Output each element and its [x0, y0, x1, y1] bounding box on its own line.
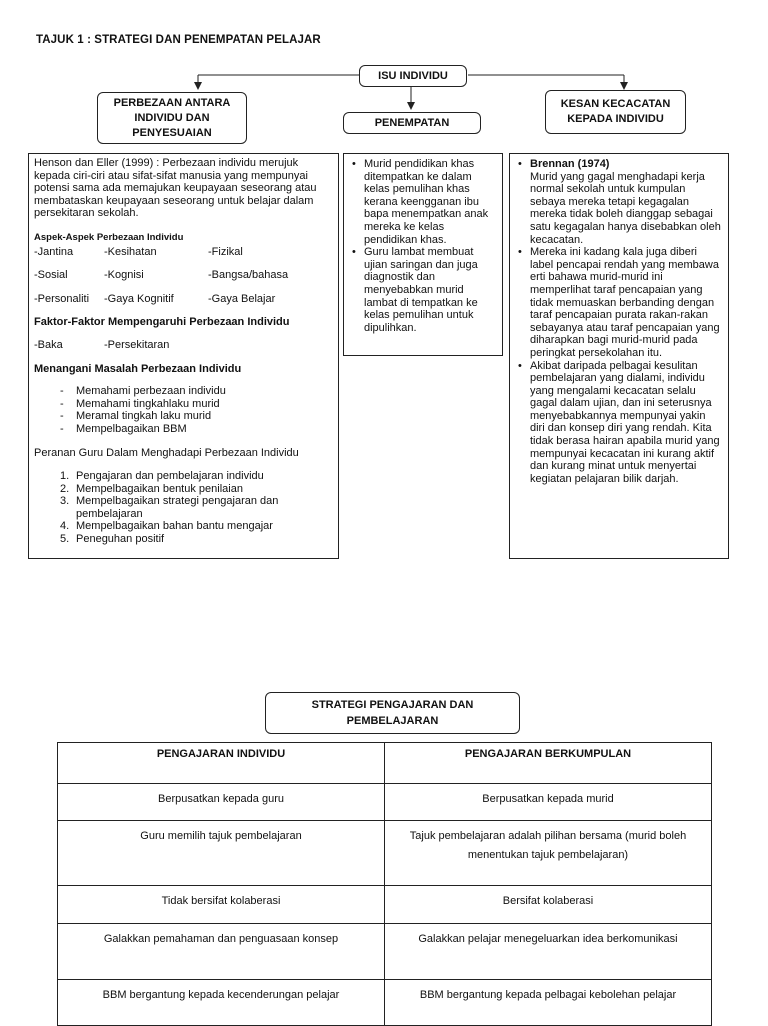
table-row: [58, 821, 712, 886]
table-cell: Guru memilih tajuk pembelajaran: [58, 821, 385, 886]
faktor-heading: Faktor-Faktor Mempengaruhi Perbezaan Individu: [34, 316, 290, 329]
table-cell: Berpusatkan kepada murid: [385, 784, 712, 821]
intro-text: Henson dan Eller (1999) : Perbezaan individu merujuk kepada ciri-ciri atau sifat-sifat manusia yang mempunyai potensi sama ada memajukan keupayaan seseorang atau membataskan keupayaan seseorang untuk belajar dalam persekitaran sekolah.: [34, 157, 317, 220]
aspek-row: [34, 269, 333, 282]
aspek-item: -Sosial: [34, 269, 68, 282]
table-cell: BBM bergantung kepada pelbagai kebolehan pelajar: [385, 980, 712, 1026]
table-cell: Galakkan pemahaman dan penguasaan konsep: [58, 924, 385, 980]
list-item: - Memahami tingkahlaku murid: [34, 398, 333, 411]
right-topic-box: [545, 90, 686, 134]
table-header-row: [58, 743, 712, 784]
faktor-item: -Baka: [34, 338, 63, 351]
aspek-item: -Gaya Belajar: [208, 292, 276, 305]
faktor-item: -Persekitaran: [104, 338, 170, 351]
table-cell: Tidak bersifat kolaberasi: [58, 886, 385, 924]
list-item: • Murid pendidikan khas ditempatkan ke dalam kelas pemulihan khas kerana keengganan ibu bapa menempatkan anak mereka ke kelas pendidikan khas.: [348, 158, 496, 246]
list-item: 1. Pengajaran dan pembelajaran individu: [60, 470, 264, 483]
list-item: 2. Mempelbagaikan bentuk penilaian: [60, 482, 243, 495]
right-topic-label: KESAN KECACATAN KEPADA INDIVIDU: [560, 98, 671, 125]
list-item: • Guru lambat membuat ujian saringan dan juga diagnostik dan menyebabkan murid lambat di tempatkan ke kelas pemulihan untuk dipulihkan.: [348, 246, 496, 334]
menangani-heading: Menangani Masalah Perbezaan Individu: [34, 362, 242, 375]
aspek-item: -Jantina: [34, 245, 74, 258]
penempatan-list: [348, 158, 496, 334]
table-cell: Tajuk pembelajaran adalah pilihan bersama (murid boleh menentukan tajuk pembelajaran): [385, 821, 712, 886]
table-row: [58, 784, 712, 821]
aspek-item: -Kognisi: [104, 269, 144, 282]
table-row: [58, 980, 712, 1026]
root-box: [359, 65, 467, 87]
table-header: PENGAJARAN INDIVIDU: [58, 743, 385, 784]
strategi-title-box: [265, 692, 520, 734]
right-column: [509, 153, 729, 559]
peranan-heading: Peranan Guru Dalam Menghadapi Perbezaan Individu: [34, 446, 299, 459]
list-item: - Meramal tingkah laku murid: [34, 410, 333, 423]
aspek-heading: Aspek-Aspek Perbezaan Individu: [34, 231, 184, 243]
aspek-item: -Personaliti: [34, 292, 90, 305]
table-header: PENGAJARAN BERKUMPULAN: [385, 743, 712, 784]
left-topic-box: [97, 92, 247, 144]
table-cell: BBM bergantung kepada kecenderungan pelajar: [58, 980, 385, 1026]
middle-topic-box: [343, 112, 481, 134]
left-column: [28, 153, 339, 559]
list-item: - Memahami perbezaan individu: [34, 385, 333, 398]
kesan-list: [514, 158, 722, 485]
strategi-table: [57, 742, 712, 1026]
list-item: [514, 158, 722, 246]
list-item: - Mempelbagaikan BBM: [34, 423, 333, 436]
root-label: ISU INDIVIDU: [378, 69, 448, 82]
strategi-title: STRATEGI PENGAJARAN DAN PEMBELAJARAN: [311, 699, 474, 727]
list-item: 5. Peneguhan positif: [60, 533, 165, 546]
ref-text: Murid yang gagal menghadapi kerja normal sekolah untuk kumpulan sebaya mereka tetapi kegagalan mereka tidak boleh dianggap sebagai satu kegagalan hanya disebabkan oleh kecacatan.: [530, 170, 721, 246]
peranan-list: [34, 470, 333, 546]
aspek-row: [34, 246, 333, 259]
left-topic-label: PERBEZAAN ANTARA INDIVIDU DAN PENYESUAIAN: [113, 96, 231, 139]
aspek-item: -Kesihatan: [104, 245, 157, 258]
middle-column: [343, 153, 503, 356]
menangani-list: [34, 385, 333, 435]
faktor-row: [34, 339, 333, 352]
aspek-item: -Gaya Kognitif: [104, 292, 174, 305]
list-item: • Mereka ini kadang kala juga diberi label pencapai rendah yang membawa erti bahawa murid-murid ini memperlihat taraf pencapaian yang tidak memuaskan berbanding dengan taraf pencapaian purata rakan-rakan sebayanya atau taraf pencapaian yang diharapkan bagi murid-murid pada peringkat persekolahan itu.: [514, 246, 722, 359]
table-cell: Bersifat kolaberasi: [385, 886, 712, 924]
table-row: [58, 886, 712, 924]
table-row: [58, 924, 712, 980]
page-title: TAJUK 1 : STRATEGI DAN PENEMPATAN PELAJAR: [36, 34, 321, 46]
ref-heading: Brennan (1974): [530, 158, 610, 170]
list-item: 3. Mempelbagaikan strategi pengajaran dan pembelajaran: [60, 495, 279, 520]
aspek-item: -Fizikal: [208, 245, 243, 258]
aspek-row: [34, 293, 333, 306]
aspek-item: -Bangsa/bahasa: [208, 269, 289, 282]
table-cell: Galakkan pelajar menegeluarkan idea berkomunikasi: [385, 924, 712, 980]
list-item: 4. Mempelbagaikan bahan bantu mengajar: [60, 520, 273, 533]
table-cell: Berpusatkan kepada guru: [58, 784, 385, 821]
middle-topic-label: PENEMPATAN: [374, 116, 450, 129]
list-item: • Akibat daripada pelbagai kesulitan pembelajaran yang dialami, individu yang mengalami kecacatan selalu gagal dalam ujian, dan ini seterusnya menyebabkannya mempunyai yakin diri dan konsep diri yang rendah. Kita tidak berasa hairan apabila murid yang mempunyai kecacatan ini kurang aktif dan kurang minat untuk menyertai kegiatan pelajaran bilik darjah.: [514, 360, 722, 486]
